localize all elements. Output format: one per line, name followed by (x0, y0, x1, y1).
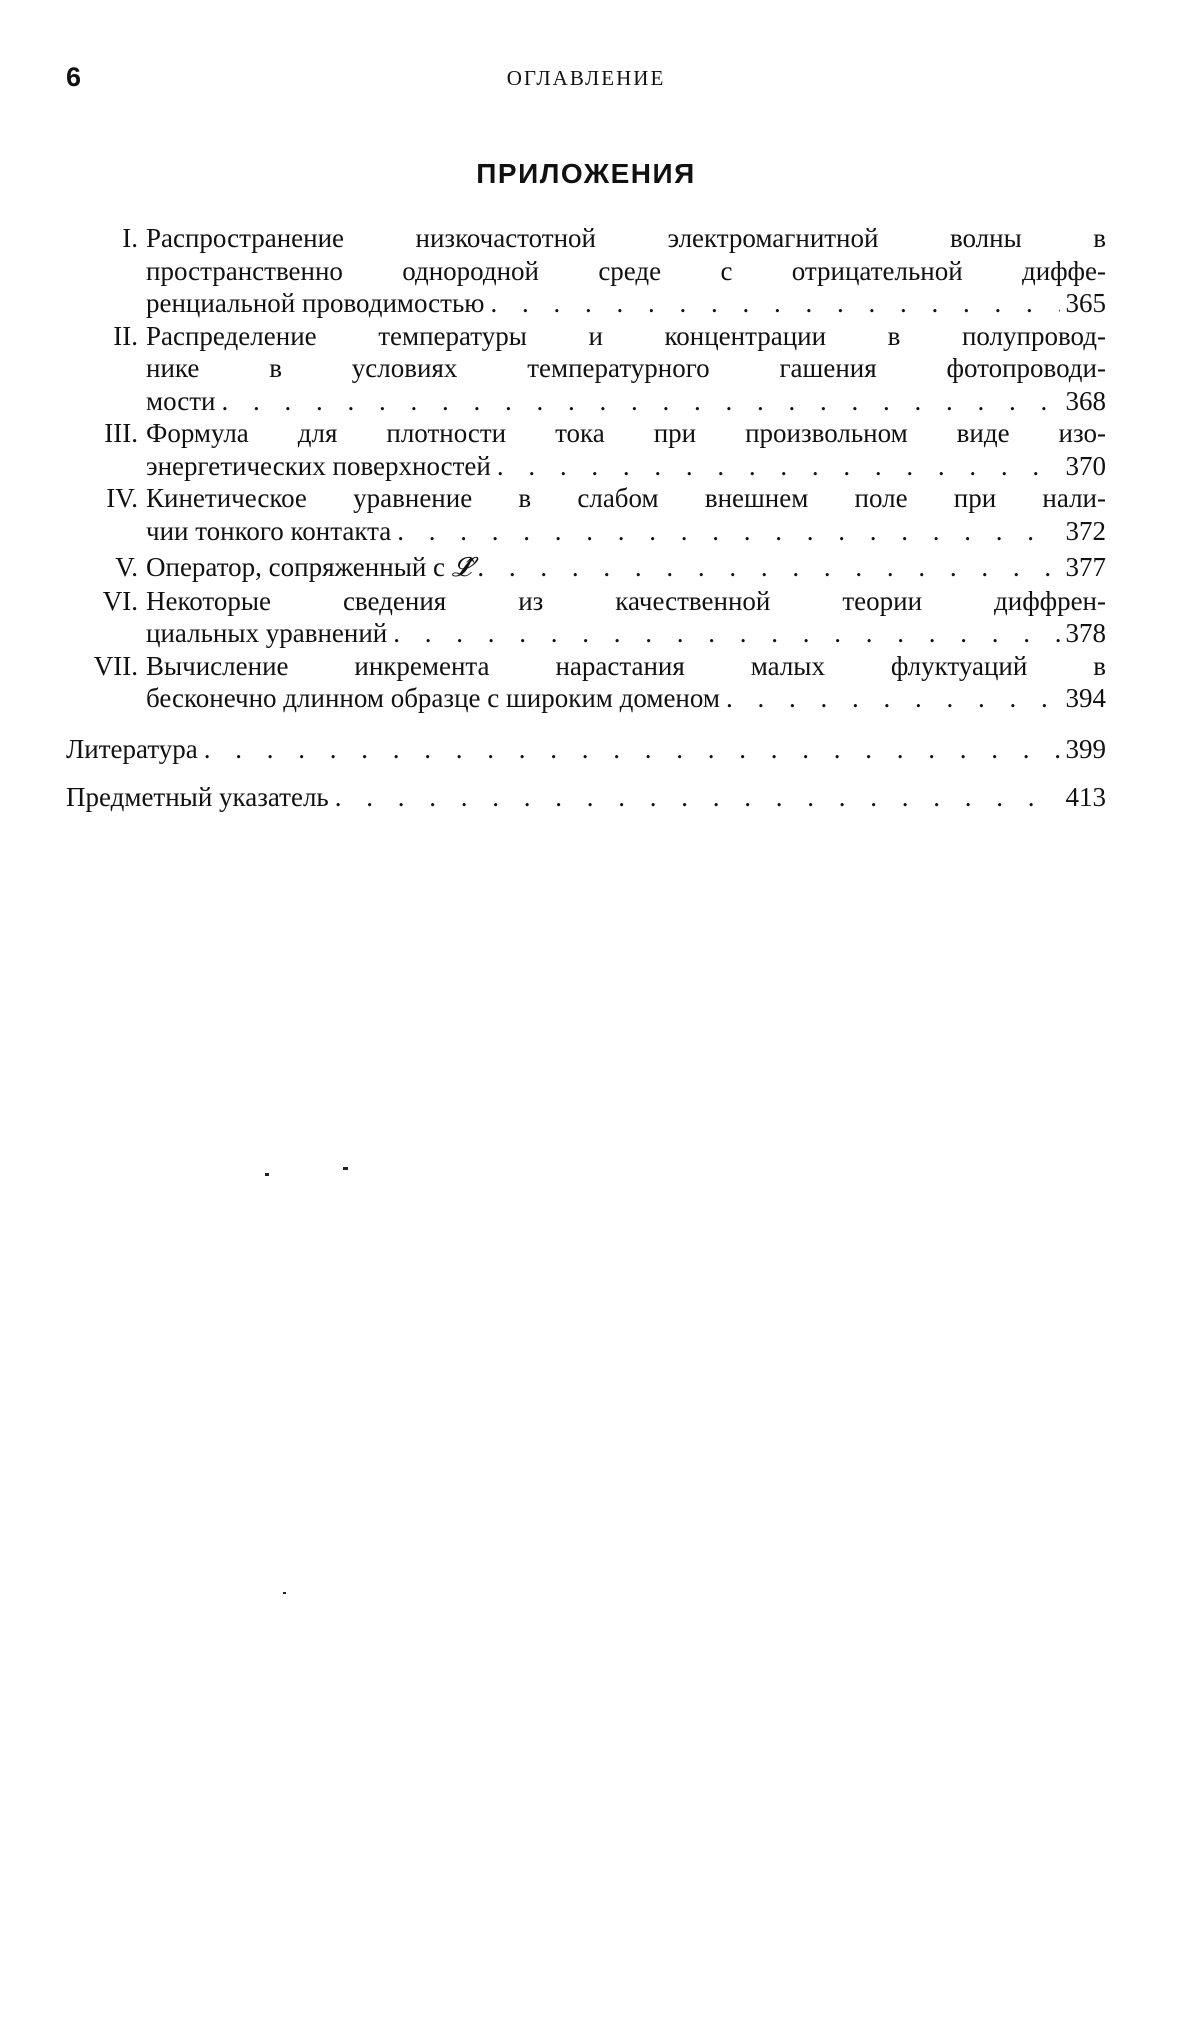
page-ref: 365 (1065, 288, 1106, 318)
toc-entry-appendix-3[interactable] (66, 417, 1106, 482)
page-ref: 370 (1065, 450, 1106, 481)
entry-title-line: Вычисление инкремента нарастания малых флуктуаций в (146, 650, 1106, 681)
page-ref: 413 (1065, 782, 1106, 812)
dot-leader (335, 781, 1060, 814)
scan-speck (283, 1592, 286, 1594)
dot-leader (490, 287, 1059, 320)
section-title: ПРИЛОЖЕНИЯ (476, 158, 696, 189)
dot-leader (497, 450, 1060, 483)
entry-title-line: Распределение температуры и концентрации в полупровод- (146, 320, 1106, 351)
operator-symbol: 𝓛̂ (451, 552, 472, 583)
table-of-contents (66, 222, 1106, 814)
page-ref: 394 (1065, 683, 1106, 713)
entry-title-line: Распространение низкочастотной электромагнитной волны в (146, 223, 1106, 253)
entry-title: Предметный указатель (66, 782, 329, 812)
toc-entry-appendix-6[interactable] (66, 585, 1106, 650)
appendix-numeral: II. (113, 320, 138, 351)
entry-title-line: нике в условиях температурного гашения фотопроводи- (146, 353, 1106, 383)
toc-entry-appendix-2[interactable] (66, 320, 1106, 418)
entry-title-line: ренциальной проводимостью (146, 288, 485, 318)
entry-title-line: Формула для плотности тока при произвольном виде изо- (146, 418, 1106, 448)
toc-entry-appendix-4[interactable] (66, 482, 1106, 547)
page-header (66, 62, 1106, 102)
entry-title-line: циальных уравнений (146, 618, 388, 648)
scan-speck (265, 1173, 269, 1176)
entry-title: Литература (66, 733, 198, 764)
entry-title-line: чии тонкого контакта (146, 515, 392, 546)
appendix-numeral: VII. (93, 650, 138, 681)
dot-leader (393, 617, 1059, 650)
appendix-numeral: IV. (106, 483, 138, 513)
appendix-numeral: VI. (102, 585, 138, 616)
dot-leader (477, 551, 1059, 584)
entry-title-line: пространственно однородной среде с отрицательной диффе- (146, 255, 1106, 286)
entry-title-line: Некоторые сведения из качественной теории диффрен- (146, 585, 1106, 616)
page-ref: 372 (1065, 515, 1106, 546)
dot-leader (397, 515, 1059, 548)
dot-leader (222, 385, 1060, 418)
appendix-numeral: V. (115, 552, 138, 582)
toc-entry-appendix-1[interactable] (66, 222, 1106, 320)
appendix-numeral: III. (104, 418, 138, 448)
page-ref: 377 (1065, 552, 1106, 582)
toc-entry-bibliography[interactable] (66, 733, 1106, 766)
page-number: 6 (66, 62, 82, 92)
scan-speck (343, 1167, 348, 1170)
page-ref: 399 (1065, 733, 1106, 764)
page-ref: 368 (1065, 385, 1106, 416)
dot-leader (204, 733, 1060, 766)
entry-title-line: Оператор, сопряженный с (146, 552, 446, 582)
toc-entry-subject-index[interactable] (66, 781, 1106, 814)
appendix-numeral: I. (122, 223, 138, 253)
entry-title-line: Кинетическое уравнение в слабом внешнем поле при нали- (146, 483, 1106, 513)
page-ref: 378 (1065, 618, 1106, 648)
entry-title-line: мости (146, 385, 216, 416)
toc-entry-appendix-5[interactable] (66, 551, 1106, 585)
toc-entry-appendix-7[interactable] (66, 650, 1106, 715)
entry-title-line: бесконечно длинном образце с широким доменом (146, 683, 720, 713)
entry-title-line: энергетических поверхностей (146, 450, 491, 481)
dot-leader (726, 682, 1060, 715)
running-title: ОГЛАВЛЕНИЕ (506, 66, 666, 90)
